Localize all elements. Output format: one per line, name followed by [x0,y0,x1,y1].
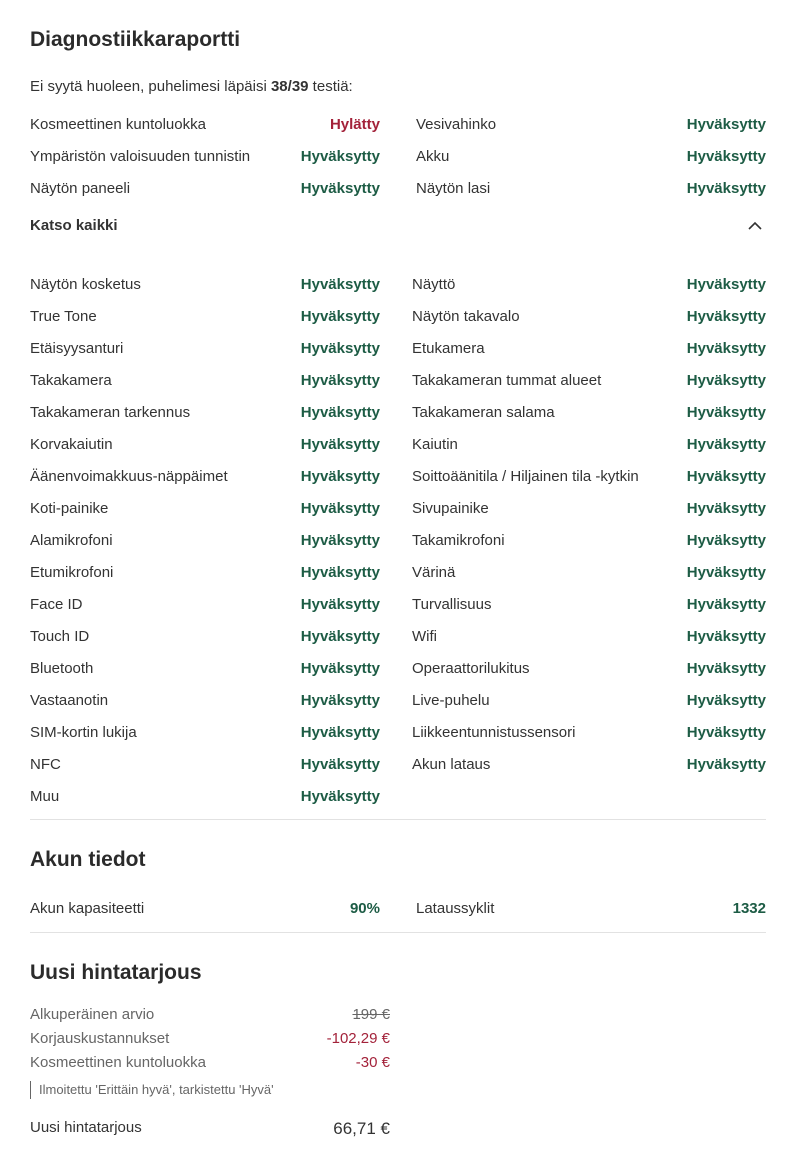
test-label: Vastaanotin [30,691,109,709]
test-status: Hyväksytty [686,307,766,325]
test-status: Hyväksytty [686,467,766,485]
test-status: Hyväksytty [300,787,380,805]
test-label: Etukamera [412,339,485,357]
test-row [412,588,766,620]
test-label: Touch ID [30,627,90,645]
test-status: Hyväksytty [686,659,766,677]
test-row [30,652,380,684]
passed-count: 38/39 [270,78,309,95]
test-row [30,620,380,652]
test-label: SIM-kortin lukija [30,723,137,741]
cycles-label: Lataussyklit [416,899,495,917]
test-status: Hyväksytty [300,531,380,549]
test-row [30,140,380,172]
test-label: Face ID [30,595,83,613]
test-label: Takakameran salama [412,403,555,421]
divider [30,932,766,933]
test-row [412,524,766,556]
test-label: Näytön lasi [416,179,491,197]
test-status: Hylätty [329,115,380,133]
test-status: Hyväksytty [686,435,766,453]
test-status: Hyväksytty [686,531,766,549]
test-status: Hyväksytty [686,275,766,293]
test-status: Hyväksytty [686,179,766,197]
test-status: Hyväksytty [300,659,380,677]
original-estimate-row [30,1006,390,1023]
test-row [412,364,766,396]
capacity-label: Akun kapasiteetti [30,899,145,917]
battery-info [30,892,766,924]
test-status: Hyväksytty [686,595,766,613]
repair-label: Korjauskustannukset [30,1030,170,1047]
test-status: Hyväksytty [686,115,766,133]
test-label: True Tone [30,307,97,325]
test-label: Kosmeettinen kuntoluokka [30,115,206,133]
test-row [30,780,380,812]
test-status: Hyväksytty [300,403,380,421]
test-label: Akun lataus [412,755,491,773]
test-status: Hyväksytty [300,307,380,325]
test-label: Äänenvoimakkuus-näppäimet [30,467,228,485]
test-label: Värinä [412,563,456,581]
chevron-up-icon[interactable] [748,217,762,234]
test-label: Vesivahinko [416,115,497,133]
test-label: Takakameran tummat alueet [412,371,602,389]
cosmetic-deduction-row [30,1054,390,1071]
all-tests [30,268,766,812]
test-row [30,716,380,748]
test-label: Alamikrofoni [30,531,113,549]
test-row [30,332,380,364]
test-row [412,556,766,588]
test-label: Bluetooth [30,659,94,677]
test-label: Takamikrofoni [412,531,505,549]
test-row [412,620,766,652]
test-label: Kaiutin [412,435,458,453]
test-label: NFC [30,755,61,773]
test-label: Näytön paneeli [30,179,131,197]
test-status: Hyväksytty [300,275,380,293]
test-row [30,396,380,428]
cosmetic-value: -30 € [355,1054,390,1071]
test-row [30,492,380,524]
test-status: Hyväksytty [686,691,766,709]
test-status: Hyväksytty [686,339,766,357]
test-row [30,556,380,588]
test-label: Sivupainike [412,499,489,517]
test-row [30,300,380,332]
cycles-value: 1332 [732,899,766,917]
test-label: Etäisyysanturi [30,339,124,357]
test-status: Hyväksytty [686,755,766,773]
test-label: Ympäristön valoisuuden tunnistin [30,147,251,165]
test-status: Hyväksytty [300,147,380,165]
summary-tests [30,108,766,204]
test-label: Näyttö [412,275,456,293]
test-label: Muu [30,787,60,805]
test-status: Hyväksytty [300,371,380,389]
offer-title: Uusi hintatarjous [30,961,202,984]
test-label: Näytön kosketus [30,275,141,293]
original-value: 199 € [352,1006,390,1023]
divider [30,819,766,820]
test-row [30,524,380,556]
test-status: Hyväksytty [686,147,766,165]
test-status: Hyväksytty [686,627,766,645]
test-status: Hyväksytty [300,563,380,581]
test-row [412,268,766,300]
test-label: Operaattorilukitus [412,659,530,677]
test-status: Hyväksytty [300,723,380,741]
capacity-value: 90% [349,899,380,917]
cosmetic-label: Kosmeettinen kuntoluokka [30,1054,206,1071]
diagnostics-title: Diagnostiikkaraportti [30,28,241,51]
test-row [416,140,766,172]
test-row [30,748,380,780]
repair-value: -102,29 € [326,1030,390,1047]
battery-title: Akun tiedot [30,848,146,871]
test-row [30,268,380,300]
test-row [412,332,766,364]
test-row [416,172,766,204]
battery-capacity-row [30,892,380,924]
original-label: Alkuperäinen arvio [30,1006,155,1023]
test-row [416,108,766,140]
test-label: Wifi [412,627,437,645]
test-label: Näytön takavalo [412,307,520,325]
test-status: Hyväksytty [686,499,766,517]
intro-text: Ei syytä huoleen, puhelimesi läpäisi [30,78,271,95]
test-row [30,172,380,204]
test-row [30,460,380,492]
test-label: Korvakaiutin [30,435,113,453]
test-status: Hyväksytty [300,499,380,517]
test-label: Takakamera [30,371,112,389]
test-row [30,108,380,140]
test-status: Hyväksytty [300,595,380,613]
see-all-toggle[interactable] [30,217,766,234]
test-row [30,364,380,396]
test-row [412,396,766,428]
test-row [412,492,766,524]
test-status: Hyväksytty [686,563,766,581]
test-status: Hyväksytty [686,403,766,421]
test-status: Hyväksytty [300,435,380,453]
test-label: Soittoäänitila / Hiljainen tila -kytkin [412,467,639,485]
test-row [412,460,766,492]
test-row [412,748,766,780]
test-status: Hyväksytty [300,339,380,357]
new-offer-value: 66,71 € [333,1119,390,1138]
test-row [30,428,380,460]
test-row [412,300,766,332]
test-label: Takakameran tarkennus [30,403,191,421]
test-row [30,684,380,716]
intro-suffix: testiä: [308,78,353,95]
test-label: Koti-painike [30,499,109,517]
test-label: Akku [416,147,450,165]
test-status: Hyväksytty [300,627,380,645]
test-status: Hyväksytty [686,371,766,389]
test-row [30,588,380,620]
test-row [412,684,766,716]
new-offer-label: Uusi hintatarjous [30,1119,142,1136]
test-status: Hyväksytty [686,723,766,741]
charge-cycles-row [416,892,766,924]
test-row [412,716,766,748]
test-status: Hyväksytty [300,179,380,197]
test-row [412,652,766,684]
grade-note: Ilmoitettu 'Erittäin hyvä', tarkistettu 'Hyvä' [30,1081,274,1099]
see-all-label: Katso kaikki [30,217,118,234]
diagnostics-intro [30,78,353,95]
test-label: Etumikrofoni [30,563,114,581]
test-status: Hyväksytty [300,691,380,709]
test-status: Hyväksytty [300,467,380,485]
test-status: Hyväksytty [300,755,380,773]
test-label: Turvallisuus [412,595,492,613]
test-label: Live-puhelu [412,691,490,709]
test-row [412,428,766,460]
new-offer-row [30,1119,390,1139]
test-label: Liikkeentunnistussensori [412,723,576,741]
repair-cost-row [30,1030,390,1047]
